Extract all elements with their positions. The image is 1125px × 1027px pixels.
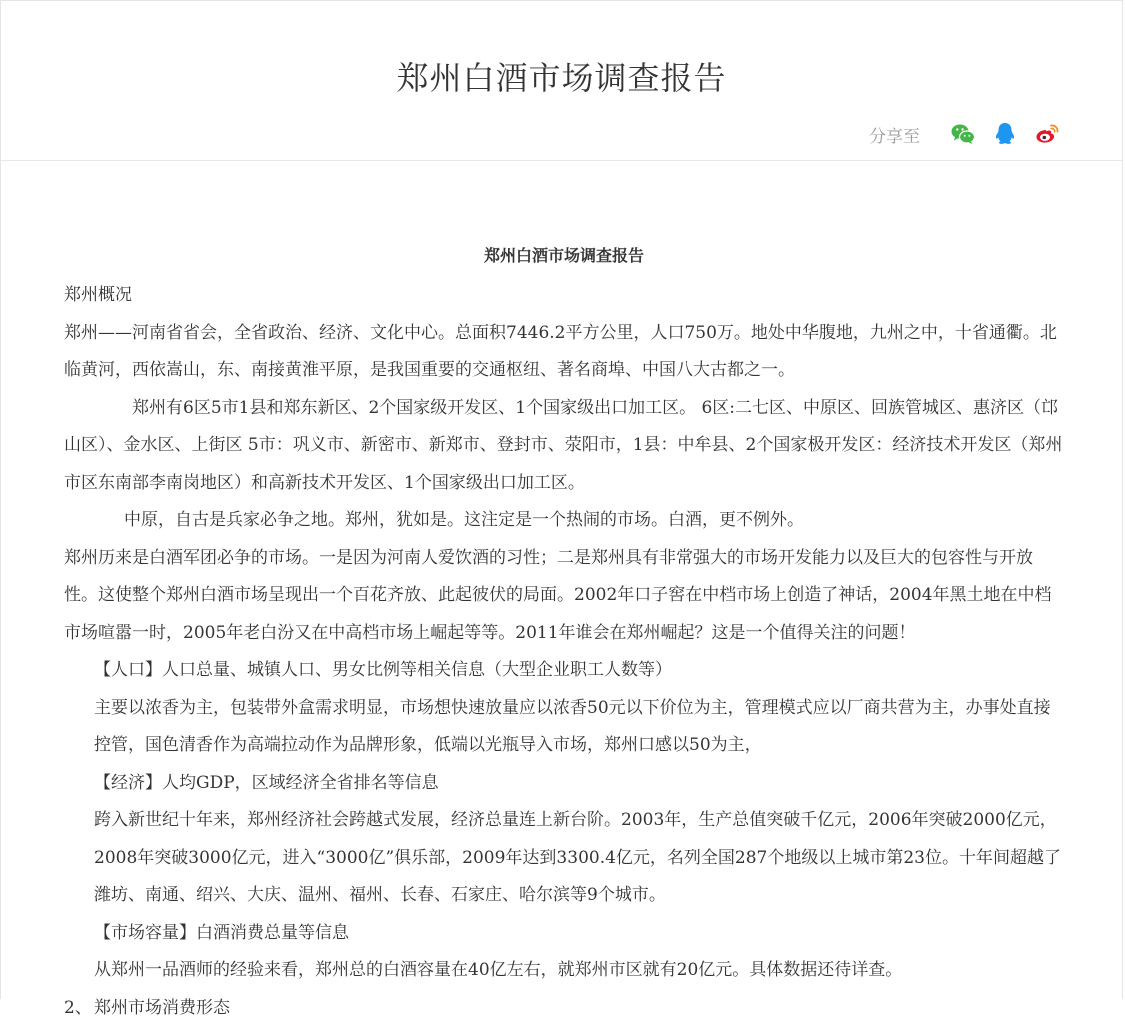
section-heading-population: 【人口】人口总量、城镇人口、男女比例等相关信息（大型企业职工人数等）	[64, 652, 1064, 690]
paragraph: 郑州——河南省省会，全省政治、经济、文化中心。总面积7446.2平方公里，人口750万。地处中华腹地，九州之中，十省通衢。北临黄河，西依嵩山，东、南接黄淮平原，是我国重要的交通枢纽、著名商埠、中国八大古都之一。	[64, 315, 1064, 390]
list-number: 2、	[64, 990, 92, 1027]
paragraph: 从郑州一品酒师的经验来看，郑州总的白酒容量在40亿左右，就郑州市区就有20亿元。具体数据还待详查。	[64, 952, 1064, 990]
article-subtitle: 郑州白酒市场调查报告	[64, 241, 1064, 277]
paragraph: 郑州历来是白酒军团必争的市场。一是因为河南人爱饮酒的习性；二是郑州具有非常强大的市场开发能力以及巨大的包容性与开放性。这使整个郑州白酒市场呈现出一个百花齐放、此起彼伏的局面。2002年口子窖在中档市场上创造了神话，2004年黑土地在中档市场喧嚣一时，2005年老白汾又在中高档市场上崛起等等。2011年谁会在郑州崛起？这是一个值得关注的问题！	[64, 540, 1064, 653]
share-bar	[869, 121, 1060, 147]
section-heading-economy: 【经济】人均GDP，区域经济全省排名等信息	[64, 765, 1064, 803]
list-item-text: 郑州市场消费形态	[94, 998, 230, 1018]
page-title: 郑州白酒市场调查报告	[1, 53, 1122, 99]
section-heading-capacity: 【市场容量】白酒消费总量等信息	[64, 915, 1064, 953]
wechat-icon[interactable]	[950, 121, 976, 147]
paragraph: 主要以浓香为主，包装带外盒需求明显，市场想快速放量应以浓香50元以下价位为主，管理模式应以厂商共营为主，办事处直接控管，国色清香作为高端拉动作为品牌形象，低端以光瓶导入市场，郑州口感以50为主，	[64, 690, 1064, 765]
list-item	[64, 990, 1064, 1027]
header	[1, 1, 1122, 161]
section-heading-overview: 郑州概况	[64, 277, 1064, 315]
article-body	[64, 241, 1064, 1027]
paragraph: 中原，自古是兵家必争之地。郑州，犹如是。这注定是一个热闹的市场。白酒，更不例外。	[64, 502, 1064, 540]
share-label: 分享至	[869, 122, 920, 147]
paragraph: 郑州有6区5市1县和郑东新区、2个国家级开发区、1个国家级出口加工区。 6区:二七区、中原区、回族管城区、惠济区（邙山区）、金水区、上街区 5市：巩义市、新密市、新郑市、登封市、荥阳市，1县：中牟县、2个国家极开发区：经济技术开发区（郑州市区东南部李南岗地区）和高新技术开发区、1个国家级出口加工区。	[64, 390, 1064, 503]
paragraph: 跨入新世纪十年来，郑州经济社会跨越式发展，经济总量连上新台阶。2003年，生产总值突破千亿元，2006年突破2000亿元，2008年突破3000亿元，进入“3000亿”俱乐部，2009年达到3300.4亿元，名列全国287个地级以上城市第23位。十年间超越了潍坊、南通、绍兴、大庆、温州、福州、长春、石家庄、哈尔滨等9个城市。	[64, 802, 1064, 915]
weibo-icon[interactable]	[1034, 121, 1060, 147]
qq-icon[interactable]	[992, 121, 1018, 147]
